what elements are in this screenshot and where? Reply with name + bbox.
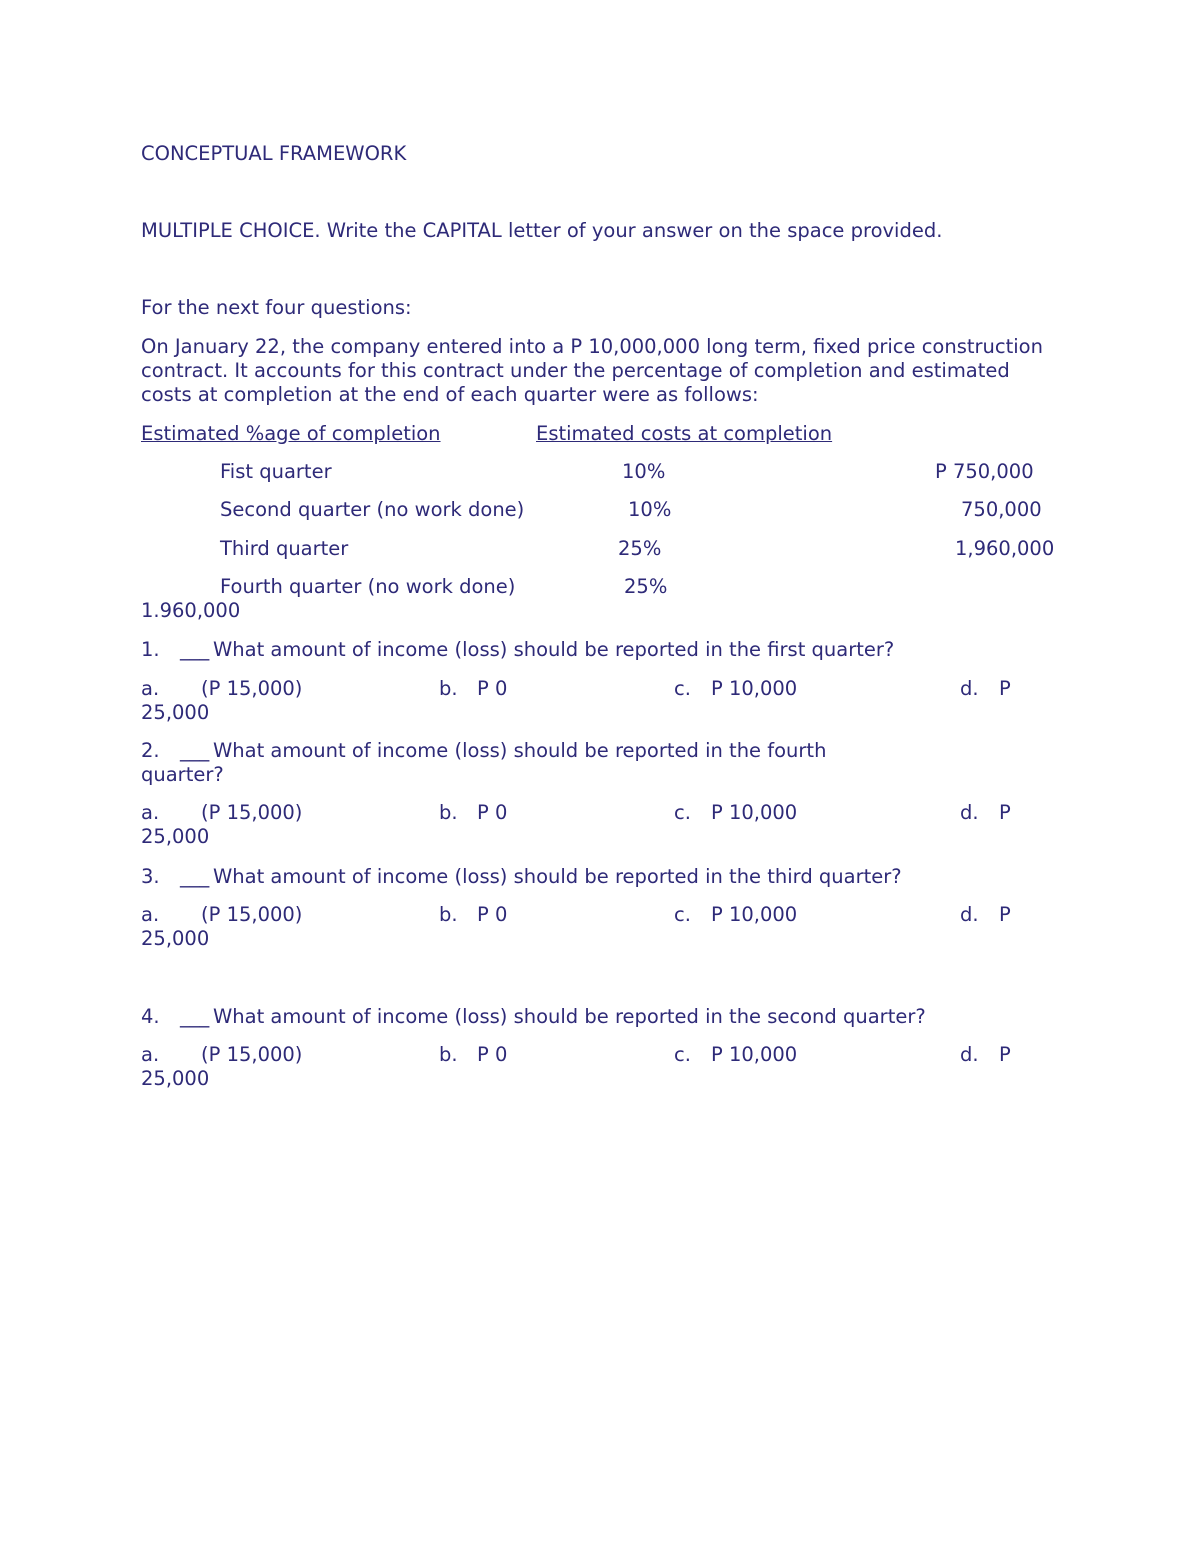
option-b-label: b. — [439, 1043, 458, 1066]
option-c-label: c. — [674, 1043, 691, 1066]
table-row-cost: 750,000 — [961, 498, 1042, 521]
option-a-label: a. — [141, 1043, 160, 1066]
table-row-pct: 10% — [628, 498, 672, 521]
answer-blank[interactable]: ___ — [180, 865, 210, 888]
answer-blank[interactable]: ___ — [180, 1005, 210, 1028]
scenario-paragraph: On January 22, the company entered into a P 10,000,000 long term, fixed price construction contract. It accounts for this contract under the percentage of completion and estimated costs at completion at the end of each quarter were as follows: — [141, 335, 1043, 406]
option-a-label: a. — [141, 801, 160, 824]
answer-blank[interactable]: ___ — [180, 739, 210, 762]
option-d-wrap: 25,000 — [141, 701, 210, 724]
option-b-label: b. — [439, 677, 458, 700]
question-number: 3. — [141, 865, 160, 888]
option-c: P 10,000 — [711, 677, 798, 700]
question-text: What amount of income (loss) should be reported in the fourth — [213, 739, 827, 762]
option-b: P 0 — [477, 801, 508, 824]
option-c: P 10,000 — [711, 1043, 798, 1066]
intro-text: For the next four questions: — [141, 296, 412, 319]
instructions: MULTIPLE CHOICE. Write the CAPITAL letter of your answer on the space provided. — [141, 219, 943, 242]
option-d-label: d. — [960, 801, 979, 824]
table-header-costs: Estimated costs at completion — [536, 422, 833, 445]
table-row-label: Second quarter (no work done) — [220, 498, 525, 521]
table-row-label: Third quarter — [220, 537, 349, 560]
question-text: What amount of income (loss) should be reported in the first quarter? — [213, 638, 895, 661]
table-row-cost: 1,960,000 — [955, 537, 1055, 560]
option-d-wrap: 25,000 — [141, 1067, 210, 1090]
question-number: 4. — [141, 1005, 160, 1028]
option-d: P — [999, 1043, 1011, 1066]
answer-blank[interactable]: ___ — [180, 638, 210, 661]
option-b: P 0 — [477, 677, 508, 700]
table-row-label: Fourth quarter (no work done) — [220, 575, 516, 598]
option-a: (P 15,000) — [201, 1043, 303, 1066]
option-d-label: d. — [960, 903, 979, 926]
option-c-label: c. — [674, 903, 691, 926]
option-c: P 10,000 — [711, 801, 798, 824]
table-row-cost-wrapped: 1.960,000 — [141, 599, 241, 622]
option-d: P — [999, 801, 1011, 824]
page-title: CONCEPTUAL FRAMEWORK — [141, 142, 407, 165]
option-c-label: c. — [674, 801, 691, 824]
option-b-label: b. — [439, 801, 458, 824]
table-row-pct: 25% — [624, 575, 668, 598]
question-number: 2. — [141, 739, 160, 762]
option-a: (P 15,000) — [201, 801, 303, 824]
option-d: P — [999, 677, 1011, 700]
table-row-pct: 25% — [618, 537, 662, 560]
option-a-label: a. — [141, 677, 160, 700]
table-row-label: Fist quarter — [220, 460, 332, 483]
option-c-label: c. — [674, 677, 691, 700]
table-row-cost: P 750,000 — [935, 460, 1034, 483]
option-d-wrap: 25,000 — [141, 825, 210, 848]
option-b-label: b. — [439, 903, 458, 926]
option-d-wrap: 25,000 — [141, 927, 210, 950]
option-d-label: d. — [960, 677, 979, 700]
option-b: P 0 — [477, 1043, 508, 1066]
question-text: What amount of income (loss) should be reported in the second quarter? — [213, 1005, 926, 1028]
question-text: What amount of income (loss) should be reported in the third quarter? — [213, 865, 902, 888]
option-c: P 10,000 — [711, 903, 798, 926]
option-d: P — [999, 903, 1011, 926]
option-d-label: d. — [960, 1043, 979, 1066]
option-a-label: a. — [141, 903, 160, 926]
table-header-completion: Estimated %age of completion — [141, 422, 441, 445]
option-b: P 0 — [477, 903, 508, 926]
question-number: 1. — [141, 638, 160, 661]
option-a: (P 15,000) — [201, 903, 303, 926]
option-a: (P 15,000) — [201, 677, 303, 700]
table-row-pct: 10% — [622, 460, 666, 483]
question-text-wrap: quarter? — [141, 763, 224, 786]
